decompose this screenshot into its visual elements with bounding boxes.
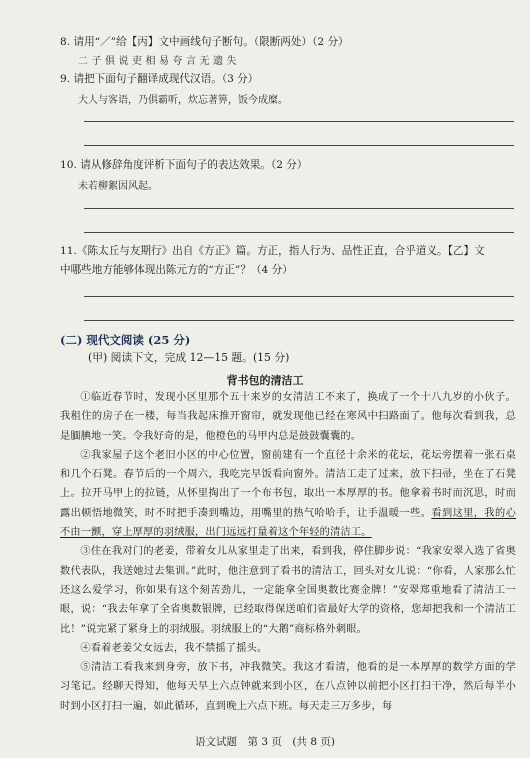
- passage-title: 背书包的清洁工: [226, 374, 304, 387]
- question-9-sentence: 大人与客语，乃俱霸听，炊忘著箅，饭今成糜。: [78, 95, 288, 106]
- question-8: 8. 请用“／”给【丙】文中画线句子断句。（限断两处）（2 分）: [60, 36, 349, 48]
- paragraph-4: ④看着老姜父女远去，我不禁摇了摇头。: [80, 642, 268, 654]
- answer-line: [84, 232, 514, 233]
- question-9: 9. 请把下面句子翻译成现代汉语。（3 分）: [60, 73, 259, 85]
- paragraph-5: ⑤清洁工看我来到身旁，放下书，冲我微笑。我这才看清，他看的是一本厚厚的数学方面的学习笔记。经聊天得知，他每天早上六点钟就来到小区，在八点钟以前把小区打扫干净，然后每半小时到小区打扫一遍，如此循环，直到晚上六点下班。每天走三万多步，每: [60, 662, 516, 712]
- paragraph-2: [60, 446, 516, 542]
- answer-line: [84, 296, 514, 297]
- question-10: 10. 请从修辞角度评析下面句子的表达效果。（2 分）: [60, 159, 308, 171]
- reading-intro: (甲) 阅读下文，完成 12—15 题。(15 分): [88, 351, 290, 364]
- page-footer: 语文试题 第 3 页 (共 8 页): [195, 736, 335, 748]
- question-8-sentence: 二子俱说吏相易夸言无遗失: [78, 56, 240, 67]
- paragraph-3: ③住在我对门的老姜，带着女儿从家里走了出来，看到我，停住脚步说：“我家安翠入选了省奥数代表队，我送她过去集训。”此时，他注意到了看书的清洁工，回头对女儿说：“你看，人家那么忙还这么爱学习，你如果有这个刻苦劲儿，一定能拿全国奥数比赛金牌！”安翠郑重地看了清洁工一眼，说：“我去年拿了全省奥数银牌，已经取得保送咱们省最好大学的资格，您却把我和一个清洁工比！”说完紧了紧身上的羽绒服。羽绒服上的“大鹅”商标格外刺眼。: [60, 546, 516, 635]
- paragraph-2-text: ②我家屋子这个老旧小区的中心位置，窗前建有一个直径十余米的花坛，花坛旁摆着一张石桌和几个石凳。春节后的一个周六，我吃完早饭看向窗外。清洁工走了过来，放下扫帚，坐在了石凳上。拉开马甲上的拉链，从怀里掏出了一个布书包，取出一本厚厚的书。他拿着书时而沉思，时而露出顿悟地微笑，时不时把手凑到嘴边，用嘴里的热气哈哈手，让手温暖一些。: [60, 449, 516, 519]
- section-heading: (二) 现代文阅读 (25 分): [60, 333, 191, 347]
- answer-line: [84, 208, 514, 209]
- question-11-line-2: 中哪些地方能够体现出陈元方的“方正”？（4 分）: [60, 264, 293, 276]
- passage-body: [60, 388, 516, 716]
- paragraph-1: ①临近春节时，发现小区里那个五十来岁的女清洁工不来了，换成了一个十八九岁的小伙子。我租住的房子在一楼，每当我起床推开窗帘，就发现他已经在寒风中扫路面了。他每次看到我，总是腼腆地一笑。令我好奇的是，他橙色的马甲内总是鼓鼓囊囊的。: [60, 392, 516, 442]
- answer-line: [84, 145, 514, 146]
- underlined-sentence: 看到这里，我的心不由一颤，穿上厚厚的羽绒服，出门远远打量着这个年轻的清洁工。: [60, 507, 516, 539]
- question-10-sentence: 未若柳絮因风起。: [78, 181, 158, 192]
- answer-line: [84, 320, 514, 321]
- question-11-line-1: 11.《陈太丘与友期行》出自《方正》篇。方正，指人行为、品性正直，合乎道义。【乙】文: [60, 245, 485, 257]
- answer-line: [84, 121, 514, 122]
